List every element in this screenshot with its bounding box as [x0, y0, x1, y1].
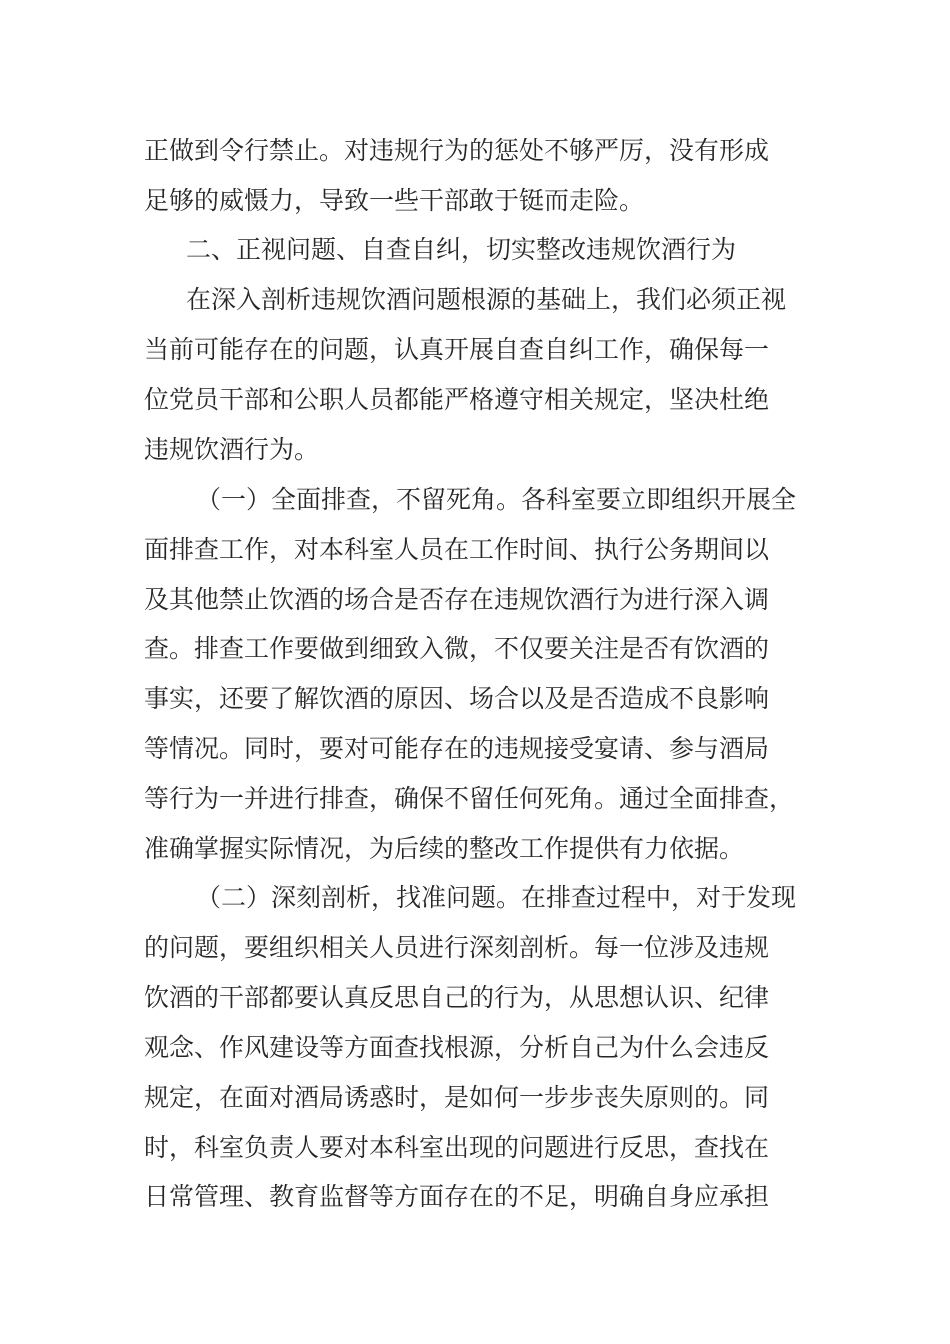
paragraph-line: 及其他禁止饮酒的场合是否存在违规饮酒行为进行深入调 — [144, 585, 770, 614]
paragraph-line: 饮酒的干部都要认真反思自己的行为，从思想认识、纪律 — [144, 983, 770, 1012]
paragraph-line: 规定，在面对酒局诱惑时，是如何一步步丧失原则的。同 — [144, 1083, 770, 1112]
paragraph-line: 正做到令行禁止。对违规行为的惩处不够严厉，没有形成 — [144, 136, 770, 165]
paragraph-line: 在深入剖析违规饮酒问题根源的基础上，我们必须正视 — [186, 285, 787, 314]
paragraph-line: 等行为一并进行排查，确保不留任何死角。通过全面排查， — [144, 784, 795, 813]
subsection-line: （二）深刻剖析，找准问题。在排查过程中，对于发现 — [196, 883, 797, 912]
paragraph-line: 日常管理、教育监督等方面存在的不足，明确自身应承担 — [144, 1182, 770, 1211]
paragraph-line: 位党员干部和公职人员都能严格遵守相关规定，坚决杜绝 — [144, 385, 770, 414]
paragraph-line: 违规饮酒行为。 — [144, 435, 320, 464]
paragraph-line: 查。排查工作要做到细致入微，不仅要关注是否有饮酒的 — [144, 634, 770, 663]
paragraph-line: 当前可能存在的问题，认真开展自查自纠工作，确保每一 — [144, 335, 770, 364]
paragraph-line: 时，科室负责人要对本科室出现的问题进行反思，查找在 — [144, 1133, 770, 1162]
section-heading: 二、正视问题、自查自纠，切实整改违规饮酒行为 — [186, 235, 737, 264]
paragraph-line: 事实，还要了解饮酒的原因、场合以及是否造成不良影响 — [144, 684, 770, 713]
paragraph-line: 足够的威慑力，导致一些干部敢于铤而走险。 — [144, 186, 645, 215]
subsection-line: （一）全面排查，不留死角。各科室要立即组织开展全 — [196, 485, 797, 514]
paragraph-line: 准确掌握实际情况，为后续的整改工作提供有力依据。 — [144, 834, 745, 863]
paragraph-line: 的问题，要组织相关人员进行深刻剖析。每一位涉及违规 — [144, 933, 770, 962]
paragraph-line: 等情况。同时，要对可能存在的违规接受宴请、参与酒局 — [144, 734, 770, 763]
paragraph-line: 观念、作风建设等方面查找根源，分析自己为什么会违反 — [144, 1033, 770, 1062]
paragraph-line: 面排查工作，对本科室人员在工作时间、执行公务期间以 — [144, 535, 770, 564]
